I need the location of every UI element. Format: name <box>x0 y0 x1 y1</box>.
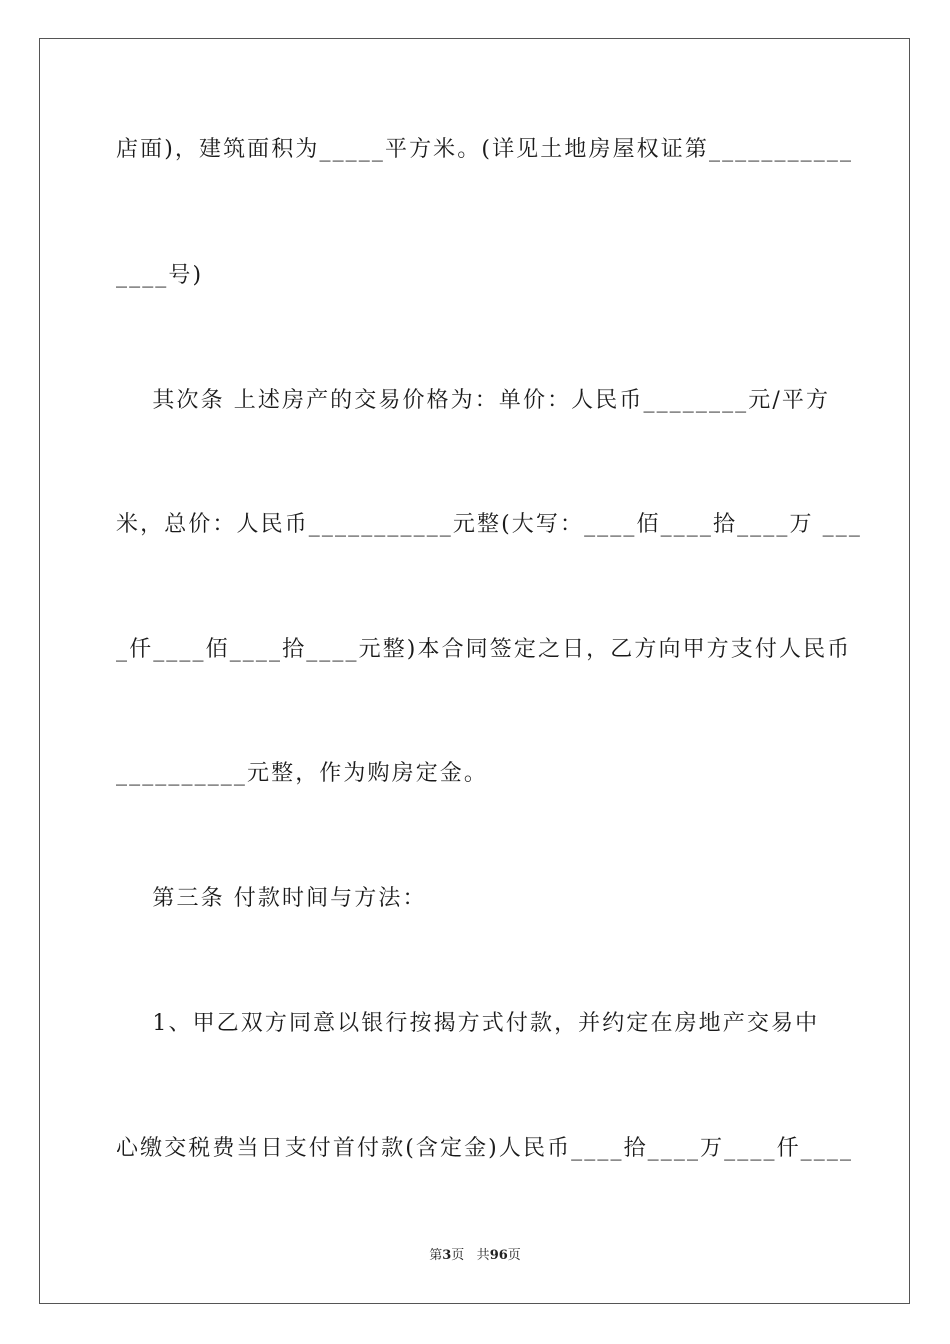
text-line-9: 心缴交税费当日支付首付款(含定金)人民币____拾____万____仟____ <box>116 1136 854 1161</box>
page-footer <box>0 1247 950 1265</box>
section-heading-article-3: 第三条 付款时间与方法： <box>116 886 427 911</box>
text-line-1: 店面)，建筑面积为_____平方米。(详见土地房屋权证第___________ <box>116 137 854 162</box>
text-line-2: ____号) <box>116 263 204 288</box>
text-line-8: 1、甲乙双方同意以银行按揭方式付款，并约定在房地产交易中 <box>116 1011 820 1036</box>
page-number: 3 <box>442 1248 452 1263</box>
page-suffix: 页 <box>451 1248 465 1263</box>
total-prefix: 共 <box>476 1248 490 1263</box>
page-prefix: 第 <box>429 1248 443 1263</box>
text-line-4: 米，总价：人民币___________元整(大写：____佰____拾____万 ___ <box>116 512 862 537</box>
total-suffix: 页 <box>507 1248 521 1263</box>
text-line-6: __________元整，作为购房定金。 <box>116 761 489 786</box>
total-pages: 96 <box>489 1248 508 1263</box>
text-line-5: _仟____佰____拾____元整)本合同签定之日，乙方向甲方支付人民币 <box>116 637 852 662</box>
text-line-3: 其次条 上述房产的交易价格为：单价：人民币________元/平方 <box>116 388 831 413</box>
page-border <box>39 38 910 1304</box>
